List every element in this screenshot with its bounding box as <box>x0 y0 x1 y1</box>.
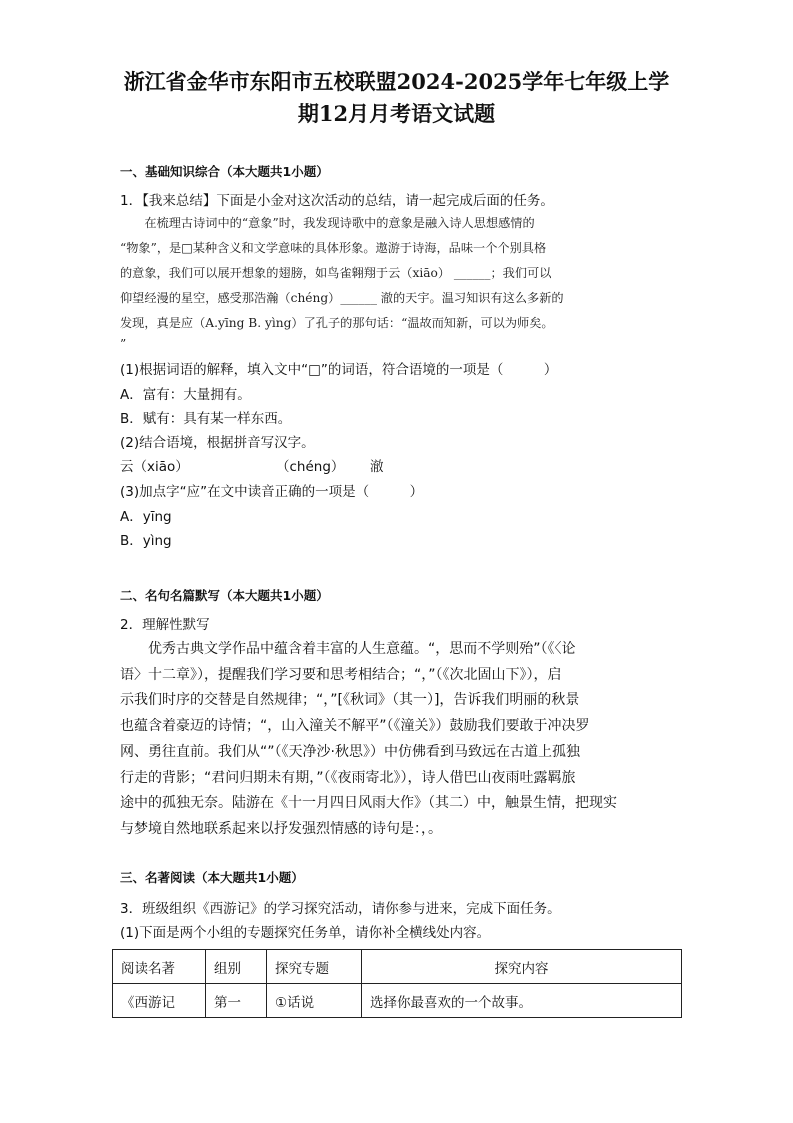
paragraph-line: 途中的孤独无奈。陆游在《十一月四日风雨大作》（其二）中，触景生情，把现实 <box>120 795 617 812</box>
paragraph-line: 优秀古典文学作品中蕴含着丰富的人生意蕴。“，思而不学则殆”（《〈论 <box>120 641 576 657</box>
pinyin-item-cheng: （chéng） <box>276 459 345 475</box>
passage-line: 在梳理古诗词中的“意象”时，我发现诗歌中的意象是融入诗人思想感情的 <box>120 216 535 230</box>
question-1-passage <box>120 211 670 352</box>
paragraph-line: 行走的背影；“君问归期未有期，”（《夜雨寄北》），诗人借巴山夜雨吐露羁旅 <box>120 769 576 786</box>
sub-question-2: (2)结合语境，根据拼音写汉字。 <box>120 435 315 451</box>
task-table <box>112 949 682 1018</box>
passage-line: 仰望经漫的星空，感受那浩瀚（chéng）______ 澈的天宇。温习知识有这么多新的 <box>120 291 564 305</box>
section-2-heading: 二、名句名篇默写（本大题共1小题） <box>120 588 329 603</box>
passage-line: 的意象，我们可以展开想象的翅膀，如鸟雀翱翔于云（xiāo） ______；我们可以 <box>120 266 552 280</box>
section-3-heading: 三、名著阅读（本大题共1小题） <box>120 870 304 885</box>
sub-question-1: (1)根据词语的解释，填入文中“□”的词语，符合语境的一项是（ ） <box>120 362 558 378</box>
passage-line: “物象”，是□某种含义和文学意味的具体形象。遨游于诗海，品味一个个别具格 <box>120 241 547 255</box>
option-a: A．富有：大量拥有。 <box>120 387 251 403</box>
title-line-1: 浙江省金华市东阳市五校联盟2024-2025学年七年级上学 <box>123 69 670 94</box>
paragraph-line: 网、勇往直前。我们从“”（《天净沙·秋思》）中仿佛看到马致远在古道上孤独 <box>120 743 580 760</box>
paragraph-line: 语〉十二章》），提醒我们学习要和思考相结合；“，”（《次北固山下》），启 <box>120 666 562 683</box>
title-line-2: 期12月月考语文试题 <box>297 101 496 126</box>
table-header-cell: 探究内容 <box>362 950 682 984</box>
table-cell: 选择你最喜欢的一个故事。 <box>362 984 682 1018</box>
pinyin-item-che: 澈 <box>370 459 384 475</box>
table-header-cell: 组别 <box>206 950 267 984</box>
option-b: B．赋有：具有某一样东西。 <box>120 411 292 427</box>
answer-3b: B．yìng <box>120 533 172 549</box>
passage-line: 发现，真是应（A.yīng B. yìng）了孔子的那句话：“温故而知新，可以为师矣。 <box>120 316 554 330</box>
table-cell: 《西游记 <box>113 984 206 1018</box>
question-3-sub-1: (1)下面是两个小组的专题探究任务单，请你补全横线处内容。 <box>120 925 491 941</box>
table-header-cell: 探究专题 <box>267 950 362 984</box>
section-1-heading: 一、基础知识综合（本大题共1小题） <box>120 164 329 179</box>
paragraph-line: 也蕴含着豪迈的诗情；“，山入潼关不解平”（《潼关》）鼓励我们要敢于冲决罗 <box>120 718 590 735</box>
paragraph-line: 示我们时序的交替是自然规律；“，”[《秋词》（其一）]，告诉我们明丽的秋景 <box>120 692 580 709</box>
sub-question-3: (3)加点字“应”在文中读音正确的一项是（ ） <box>120 484 424 500</box>
table-header-row <box>113 950 682 984</box>
answer-3a: A．yīng <box>120 509 172 525</box>
question-2-stem: 2．理解性默写 <box>120 617 210 633</box>
pinyin-item-xiao: 云（xiāo） <box>120 459 189 475</box>
table-row <box>113 984 682 1018</box>
paragraph-line: 与梦境自然地联系起来以抒发强烈情感的诗句是：，。 <box>120 820 442 837</box>
passage-line: ” <box>120 337 127 351</box>
table-cell: 第一 <box>206 984 267 1018</box>
page-title <box>100 66 693 130</box>
table-cell: ①话说 <box>267 984 362 1018</box>
question-2-passage <box>120 637 678 843</box>
question-3-stem: 3．班级组织《西游记》的学习探究活动，请你参与进来，完成下面任务。 <box>120 901 561 917</box>
question-1-stem: 1．【我来总结】下面是小金对这次活动的总结，请一起完成后面的任务。 <box>120 193 554 209</box>
table-header-cell: 阅读名著 <box>113 950 206 984</box>
